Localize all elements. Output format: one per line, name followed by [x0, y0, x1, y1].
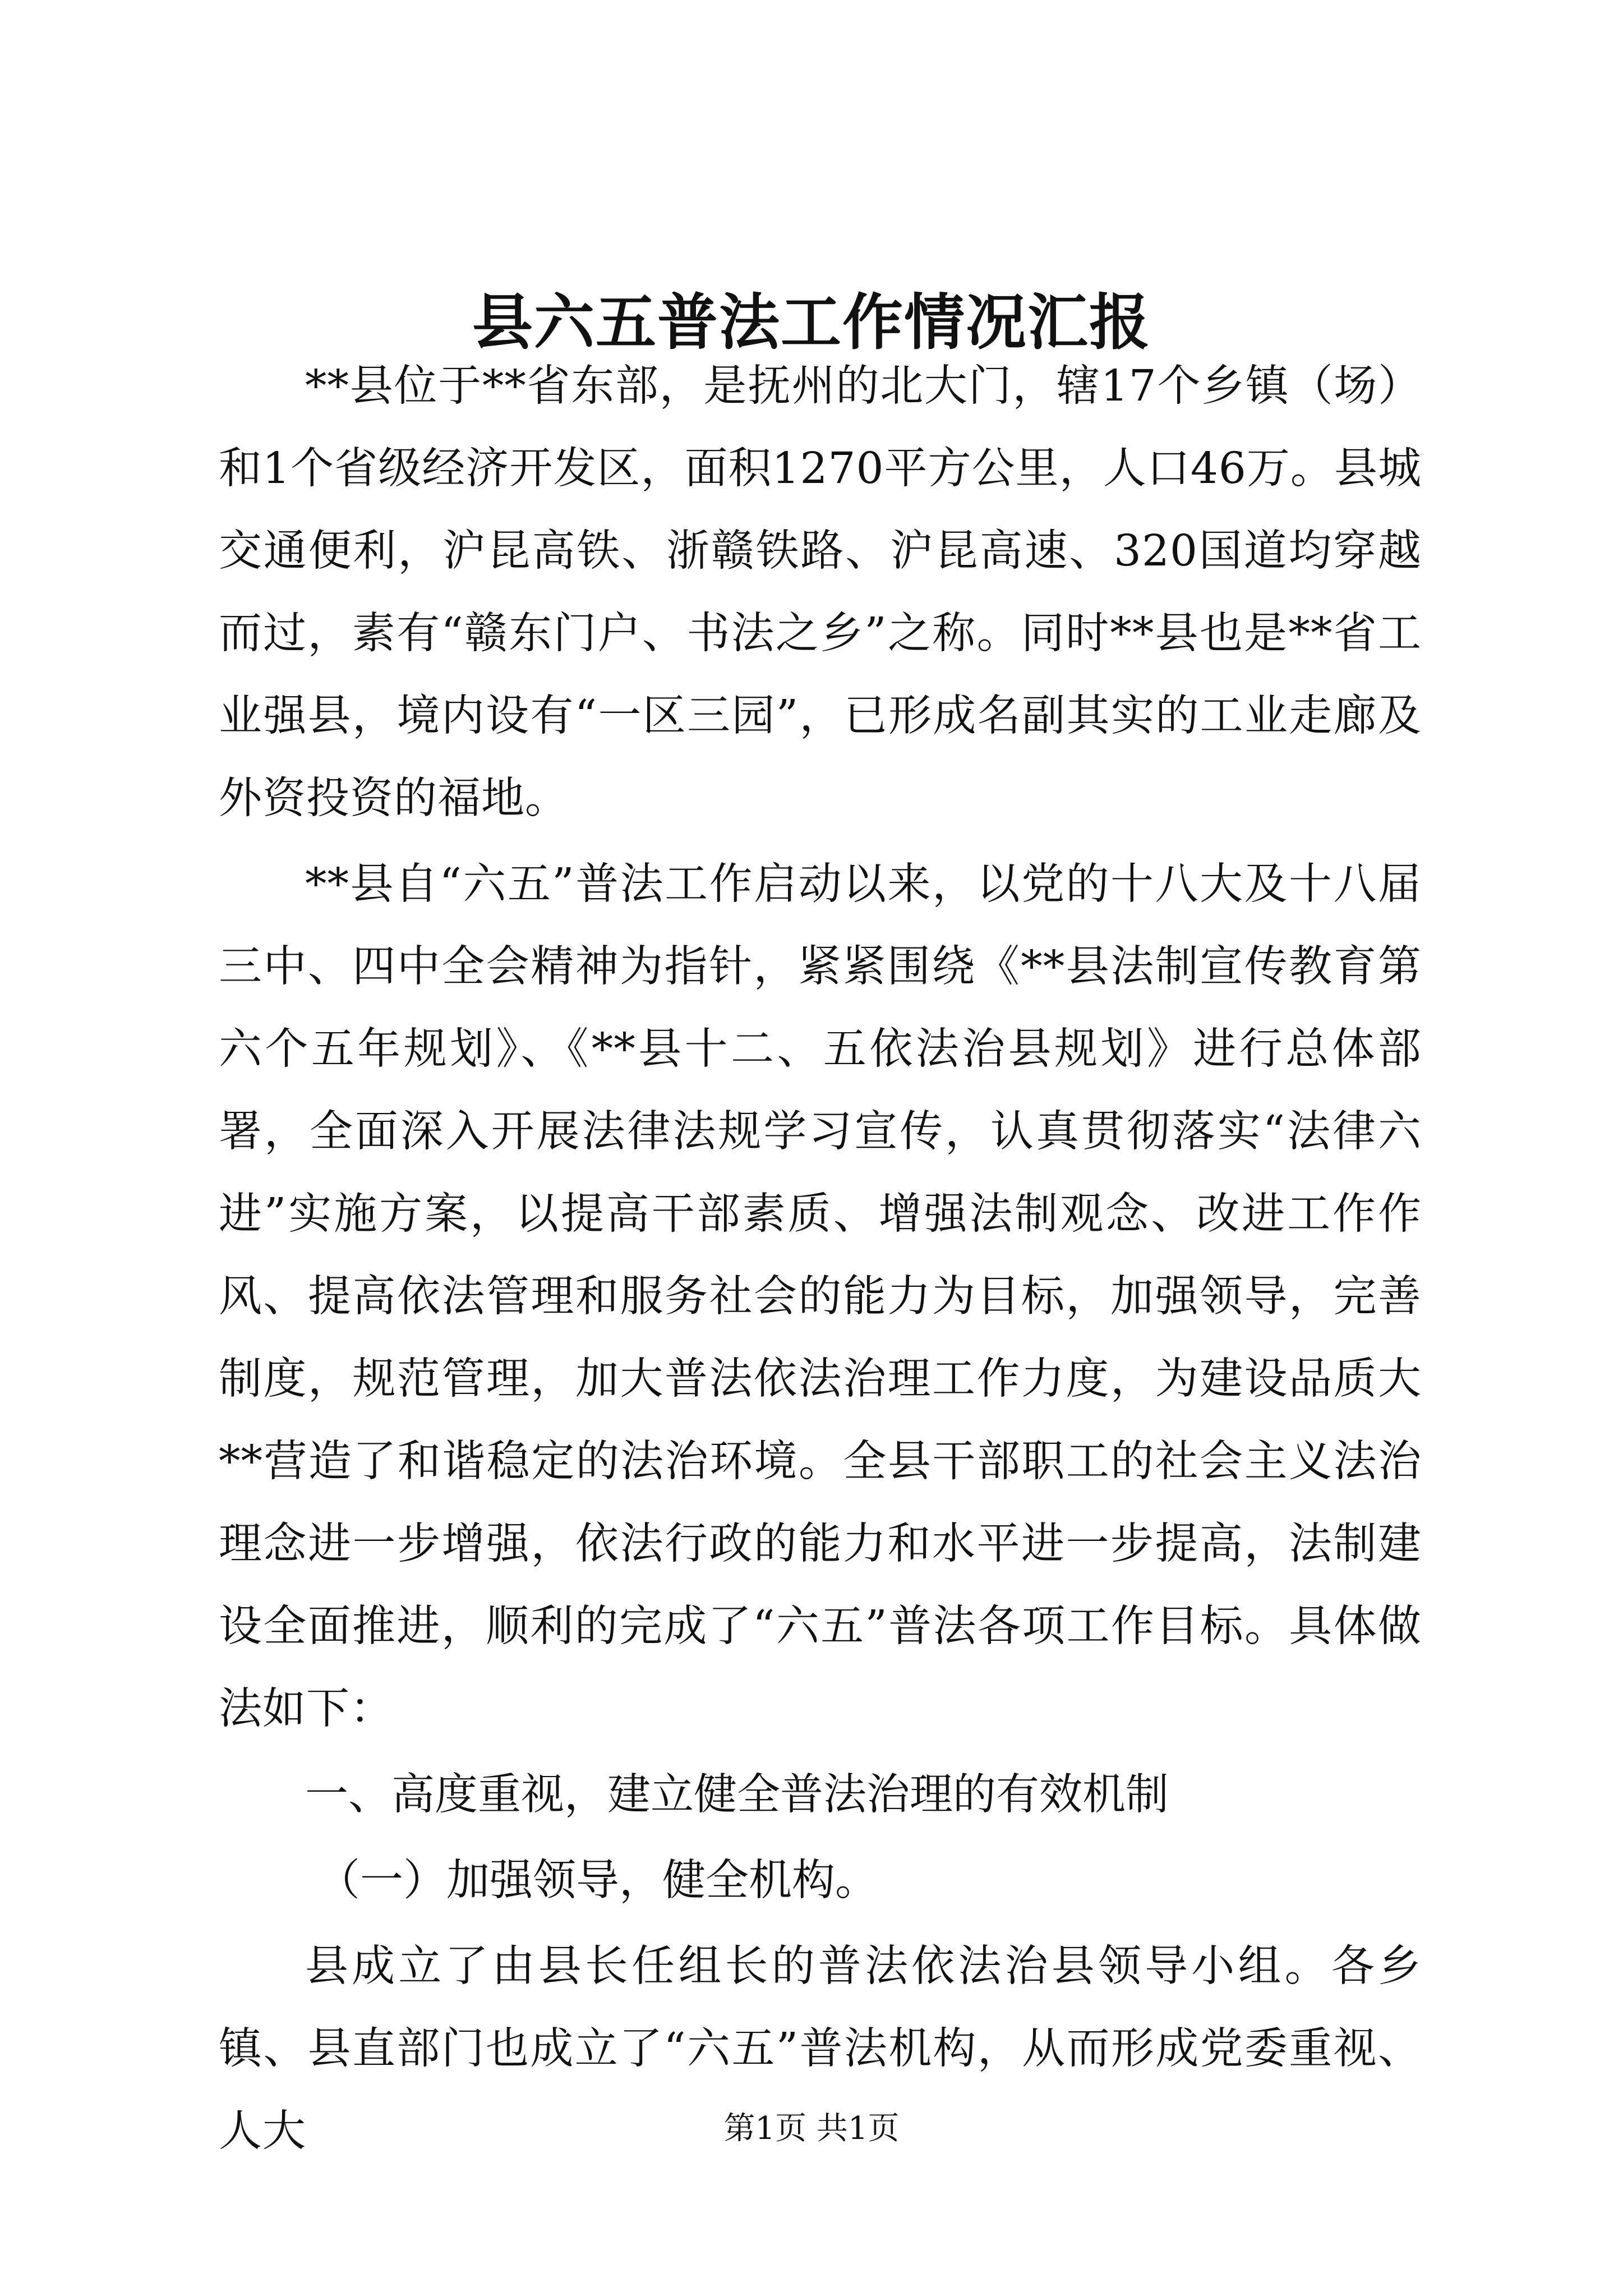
- paragraph-overview: **县自“六五”普法工作启动以来，以党的十八大及十八届三中、四中全会精神为指针，紧紧围绕《**县法制宣传教育第六个五年规划》、《**县十二、五依法治县规划》进行总体部署，全面深入开展法律法规学习宣传，认真贯彻落实“法律六进”实施方案，以提高干部素质、增强法制观念、改进工作作风、提高依法管理和服务社会的能力为目标，加强领导，完善制度，规范管理，加大普法依法治理工作力度，为建设品质大**营造了和谐稳定的法治环境。全县干部职工的社会主义法治理念进一步增强，依法行政的能力和水平进一步提高，法制建设全面推进，顺利的完成了“六五”普法各项工作目标。具体做法如下：: [219, 859, 1422, 1734]
- subsection-heading: （一）加强领导，健全机构。: [317, 1856, 878, 1906]
- section-heading: 一、高度重视，建立健全普法治理的有效机制: [305, 1770, 1169, 1820]
- document-title: 县六五普法工作情况汇报: [472, 287, 1151, 358]
- document-body: [219, 345, 1422, 2176]
- paragraph-intro: **县位于**省东部，是抚州的北大门，辖17个乡镇（场）和1个省级经济开发区，面积1270平方公里，人口46万。县城交通便利，沪昆高铁、浙赣铁路、沪昆高速、320国道均穿越而过，素有“赣东门户、书法之乡”之称。同时**县也是**省工业强县，境内设有“一区三园”，已形成名副其实的工业走廊及外资投资的福地。: [219, 361, 1422, 823]
- page-footer: 第1页 共1页: [723, 2110, 900, 2147]
- paragraph-leadership: 县成立了由县长任组长的普法依法治县领导小组。各乡镇、县直部门也成立了“六五”普法机构，从而形成党委重视、人大: [219, 1941, 1422, 2156]
